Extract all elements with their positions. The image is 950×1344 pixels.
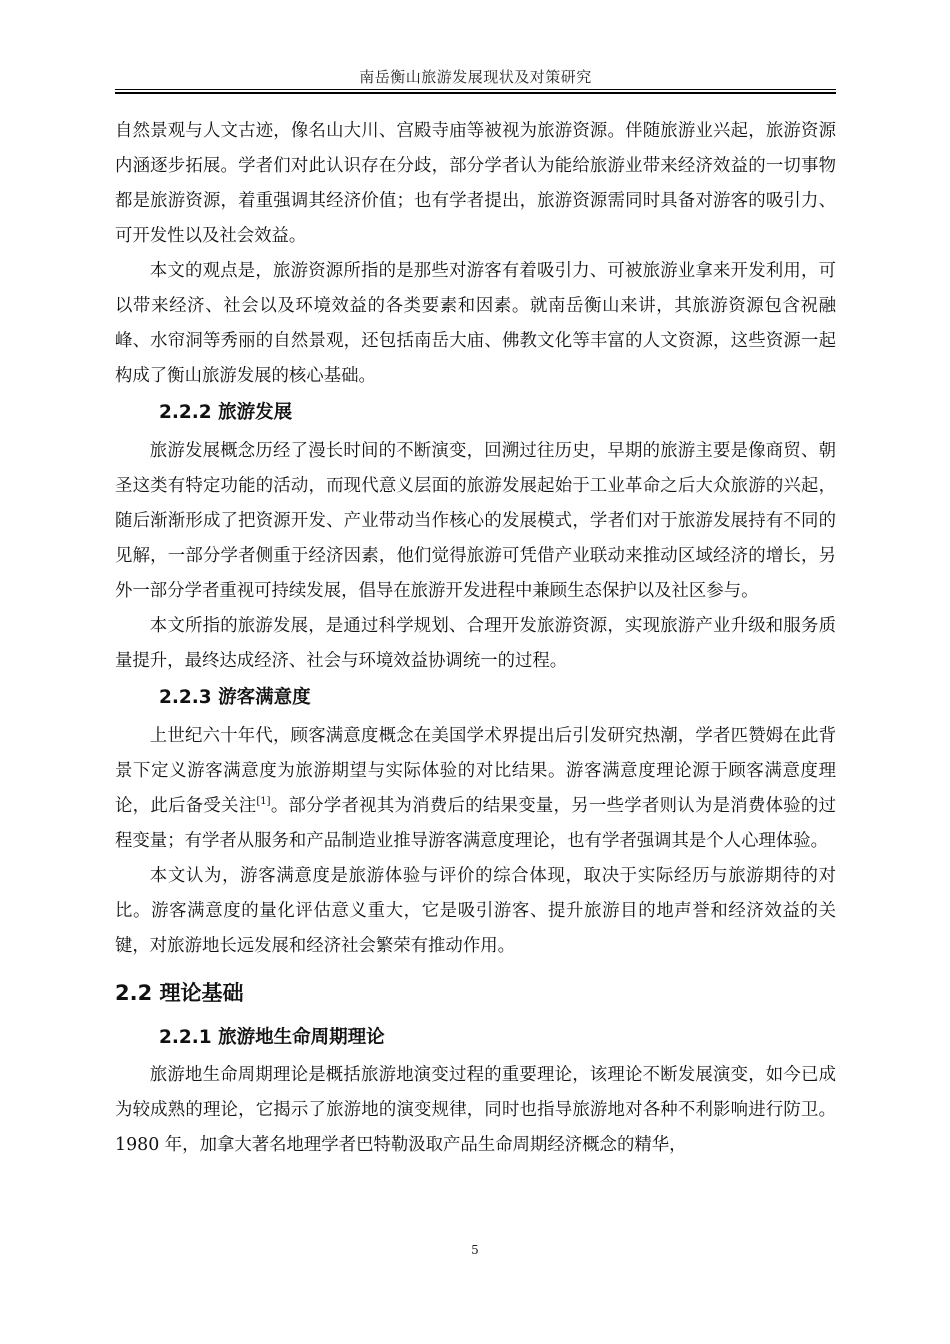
section-heading-2-2: 2.2 理论基础 bbox=[115, 981, 244, 1005]
section-heading-2-2-1: 2.2.1 旅游地生命周期理论 bbox=[159, 1027, 385, 1048]
citation-1: [1] bbox=[256, 796, 271, 808]
page-body bbox=[115, 114, 836, 1163]
paragraph-satisfaction-view: 本文认为，游客满意度是旅游体验与评价的综合体现，取决于实际经历与旅游期待的对比。游客满意度的量化评估意义重大，它是吸引游客、提升旅游目的地声誉和经济效益的关键，对旅游地长远发展和经济社会繁荣有推动作用。 bbox=[115, 866, 836, 956]
satisfaction-text-a: 上世纪六十年代，顾客满意度概念在美国学术界提出后引发研究热潮，学者匹赞姆在此背景下定义游客满意度为旅游期望与实际体验的对比结果。游客满意度理论源于顾客满意度理论，此后备受关注 bbox=[115, 726, 836, 816]
header-rule-thin bbox=[115, 89, 836, 90]
satisfaction-text-b: 。部分学者视其为消费后的结果变量，另一些学者则认为是消费体验的过程变量；有学者从服务和产品制造业推导游客满意度理论，也有学者强调其是个人心理体验。 bbox=[115, 796, 836, 851]
header-rule-thick bbox=[115, 92, 836, 94]
paragraph-tourism-development-history: 旅游发展概念历经了漫长时间的不断演变，回溯过往历史，早期的旅游主要是像商贸、朝圣这类有特定功能的活动，而现代意义层面的旅游发展起始于工业革命之后大众旅游的兴起，随后渐渐形成了把资源开发、产业带动当作核心的发展模式，学者们对于旅游发展持有不同的见解，一部分学者侧重于经济因素，他们觉得旅游可凭借产业联动来推动区域经济的增长，另外一部分学者重视可持续发展，倡导在旅游开发进程中兼顾生态保护以及社区参与。 bbox=[115, 441, 836, 601]
paragraph-satisfaction-history bbox=[115, 719, 836, 859]
section-heading-2-2-2: 2.2.2 旅游发展 bbox=[159, 402, 293, 423]
paragraph-lifecycle-theory: 旅游地生命周期理论是概括旅游地演变过程的重要理论，该理论不断发展演变，如今已成为较成熟的理论，它揭示了旅游地的演变规律，同时也指导旅游地对各种不利影响进行防卫。1980 年，加拿大著名地理学者巴特勒汲取产品生命周期经济概念的精华， bbox=[115, 1065, 836, 1155]
running-header: 南岳衡山旅游发展现状及对策研究 bbox=[359, 68, 592, 86]
paragraph-tourism-development-view: 本文所指的旅游发展，是通过科学规划、合理开发旅游资源，实现旅游产业升级和服务质量提升，最终达成经济、社会与环境效益协调统一的过程。 bbox=[115, 616, 836, 671]
section-heading-2-2-3: 2.2.3 游客满意度 bbox=[159, 687, 311, 708]
paragraph-resources-view: 本文的观点是，旅游资源所指的是那些对游客有着吸引力、可被旅游业拿来开发利用，可以带来经济、社会以及环境效益的各类要素和因素。就南岳衡山来讲，其旅游资源包含祝融峰、水帘洞等秀丽的自然景观，还包括南岳大庙、佛教文化等丰富的人文资源，这些资源一起构成了衡山旅游发展的核心基础。 bbox=[115, 261, 836, 386]
page-number: 5 bbox=[471, 1243, 479, 1257]
paragraph-resources-definition: 自然景观与人文古迹，像名山大川、宫殿寺庙等被视为旅游资源。伴随旅游业兴起，旅游资源内涵逐步拓展。学者们对此认识存在分歧，部分学者认为能给旅游业带来经济效益的一切事物都是旅游资源，着重强调其经济价值；也有学者提出，旅游资源需同时具备对游客的吸引力、可开发性以及社会效益。 bbox=[115, 121, 836, 246]
